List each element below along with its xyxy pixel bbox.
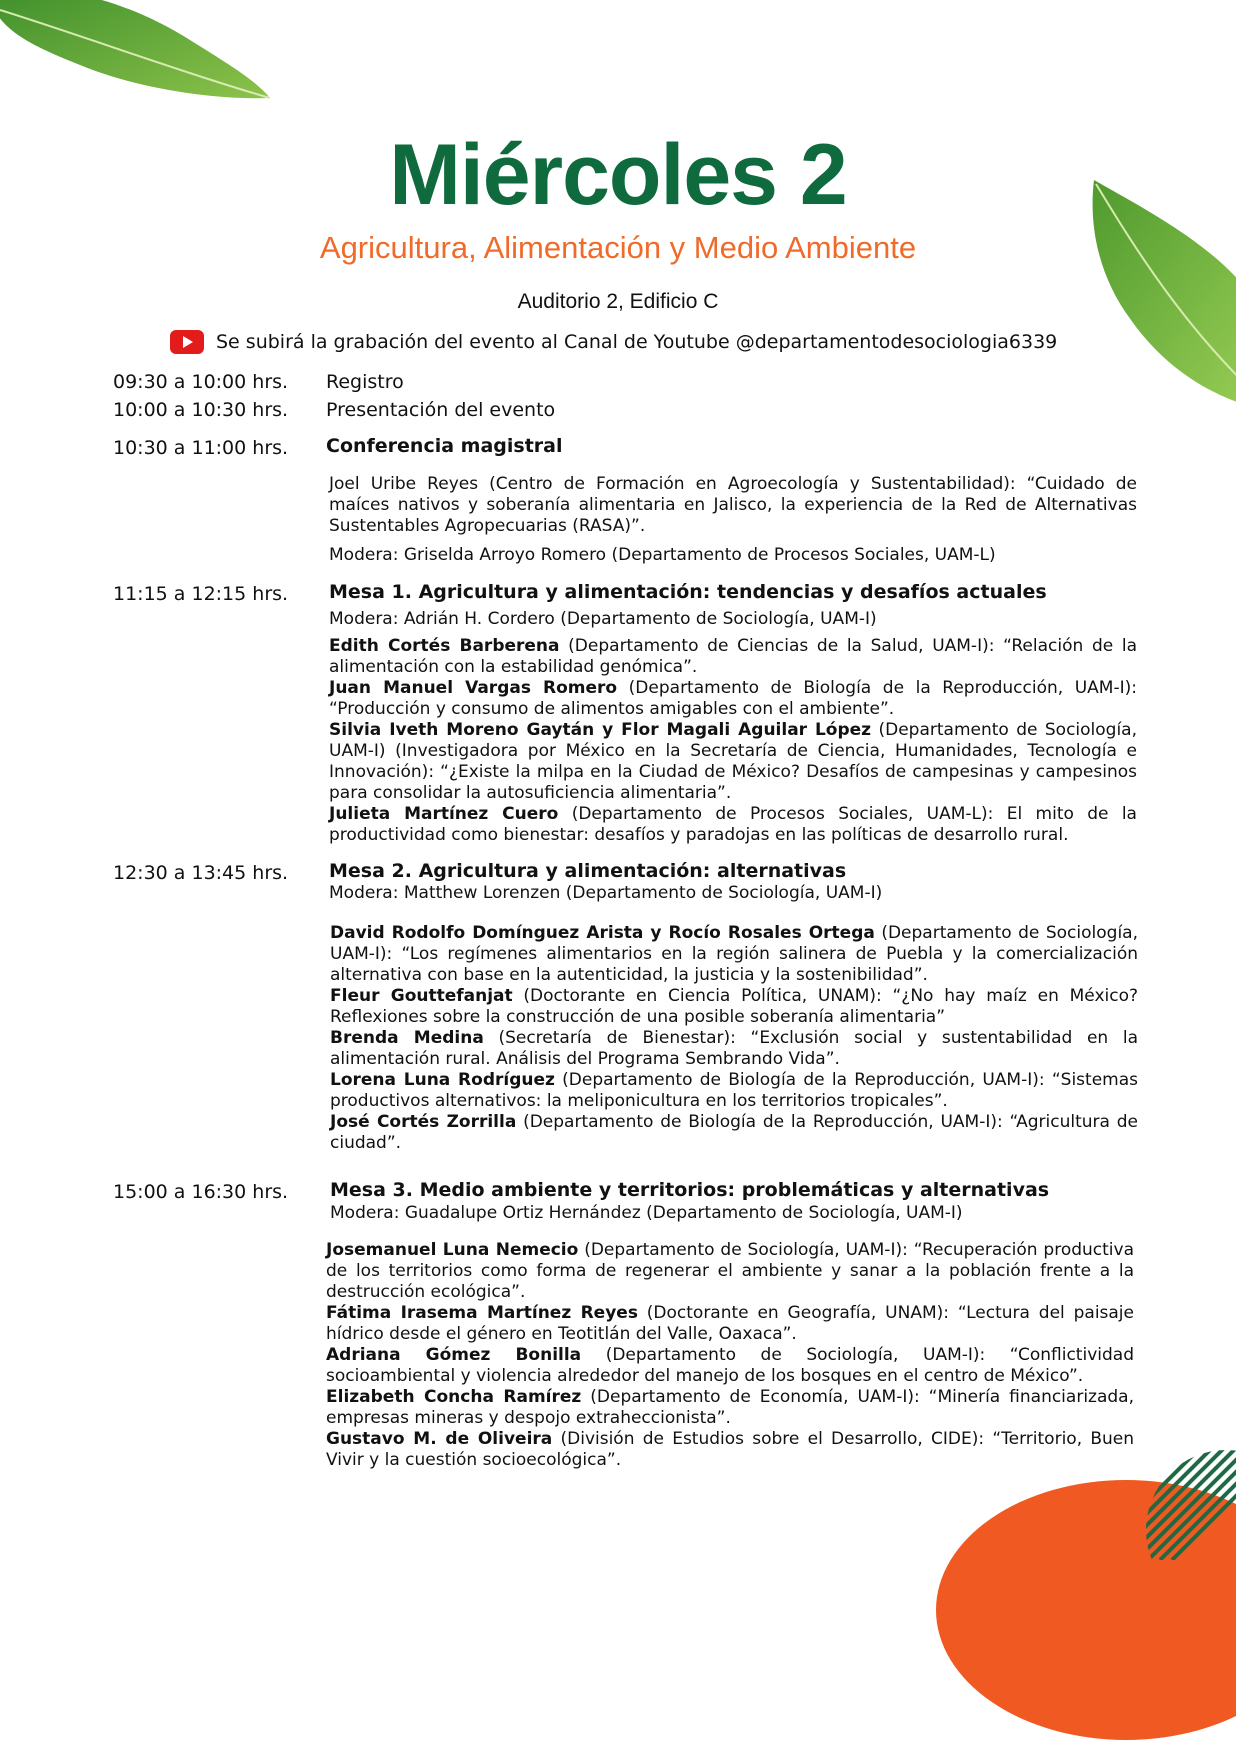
speaker-entry [326,1429,1134,1471]
time-presentacion: 10:00 a 10:30 hrs. [113,399,289,421]
speaker-name: Silvia Iveth Moreno Gaytán y Flor Magali Aguilar López [329,720,872,740]
leaf-icon [0,0,290,140]
speaker-entry [329,678,1137,720]
speaker-name: Adriana Gómez Bonilla [326,1345,582,1365]
speaker-entry [330,1112,1138,1154]
youtube-note [170,330,1057,354]
speaker-detail: (Departamento de Economía, UAM-I): “Minería financiarizada, empresas mineras y despojo extraheccionista”. [326,1387,1134,1428]
speaker-name: Juan Manuel Vargas Romero [329,678,618,698]
speaker-name: José Cortés Zorrilla [330,1112,517,1132]
speaker-detail: (Departamento de Ciencias de la Salud, UAM-I): “Relación de la alimentación con la estabilidad genómica”. [329,636,1137,677]
speaker-name: Edith Cortés Barberena [329,636,560,656]
time-registro: 09:30 a 10:00 hrs. [113,371,289,393]
speaker-entry [330,1070,1138,1112]
time-mesa3: 15:00 a 16:30 hrs. [113,1181,289,1203]
time-mesa1: 11:15 a 12:15 hrs. [113,583,289,605]
speaker-name: Gustavo M. de Oliveira [326,1429,553,1449]
page-title: Miércoles 2 [389,127,847,223]
speaker-entry [330,986,1138,1028]
speaker-name: Fleur Gouttefanjat [330,986,513,1006]
heading-conferencia: Conferencia magistral [326,435,563,457]
conferencia-text: Joel Uribe Reyes (Centro de Formación en Agroecología y Sustentabilidad): “Cuidado de maíces nativos y soberanía alimentaria en Jalisco, la experiencia de la Red de Alternativas Sustentables Agropecuarias (RASA)”. [329,474,1137,536]
speaker-detail: (Departamento de Sociología, UAM-I): “Los regímenes alimentarios en la región salinera de Puebla y la comercialización alternativa con base en la autenticidad, la justicia y la sostenibilidad”. [330,923,1138,985]
speaker-detail: (Departamento de Sociología, UAM-I): “Conflictividad socioambiental y violencia alrededor del manejo de los bosques en el centro de México”. [326,1345,1134,1386]
decorative-stripes [1136,1440,1236,1560]
page-subtitle: Agricultura, Alimentación y Medio Ambiente [319,230,917,265]
time-conferencia: 10:30 a 11:00 hrs. [113,437,289,459]
speaker-name: Brenda Medina [330,1028,484,1048]
speaker-detail: (Doctorante en Geografía, UNAM): “Lectura del paisaje hídrico desde el género en Teotitlán del Valle, Oaxaca”. [326,1303,1134,1344]
heading-mesa2: Mesa 2. Agricultura y alimentación: alternativas [329,860,847,882]
time-mesa2: 12:30 a 13:45 hrs. [113,862,289,884]
heading-mesa1: Mesa 1. Agricultura y alimentación: tendencias y desafíos actuales [329,581,1047,603]
speaker-detail: (Departamento de Sociología, UAM-I) (Investigadora por México en la Secretaría de Ciencia, Humanidades, Tecnología e Innovación): “¿Existe la milpa en la Ciudad de México? Desafíos de campesinas y campesinos para consolidar la autosuficiencia alimentaria”. [329,720,1137,803]
speaker-name: David Rodolfo Domínguez Arista y Rocío Rosales Ortega [330,923,875,943]
speaker-detail: (División de Estudios sobre el Desarrollo, CIDE): “Territorio, Buen Vivir y la cuestión socioecológica”. [326,1429,1135,1470]
speaker-name: Julieta Martínez Cuero [329,804,559,824]
speaker-detail: (Departamento de Biología de la Reproducción, UAM-I): “Sistemas productivos alternativos: la meliponicultura en los territorios tropicales”. [330,1070,1139,1111]
speaker-detail: (Departamento de Procesos Sociales, UAM-L): El mito de la productividad como bienestar: desafíos y paradojas en las políticas de desarrollo rural. [329,804,1137,845]
label-registro: Registro [326,371,404,393]
mesa2-moderator: Modera: Matthew Lorenzen (Departamento de Sociología, UAM-I) [329,883,883,903]
speaker-name: Lorena Luna Rodríguez [330,1070,555,1090]
speaker-detail: (Departamento de Biología de la Reproducción, UAM-I): “Producción y consumo de alimentos amigables con el ambiente”. [329,678,1137,719]
venue-label: Auditorio 2, Edificio C [517,290,719,313]
speaker-name: Elizabeth Concha Ramírez [326,1387,582,1407]
speaker-entry [326,1303,1134,1345]
youtube-icon [170,330,204,354]
speaker-name: Josemanuel Luna Nemecio [326,1240,579,1260]
speaker-entry [326,1387,1134,1429]
label-presentacion: Presentación del evento [326,399,556,421]
mesa3-entries [326,1240,1134,1471]
mesa3-moderator: Modera: Guadalupe Ortiz Hernández (Departamento de Sociología, UAM-I) [330,1203,963,1223]
speaker-entry [330,923,1138,986]
speaker-name: Fátima Irasema Martínez Reyes [326,1303,638,1323]
mesa1-moderator: Modera: Adrián H. Cordero (Departamento de Sociología, UAM-I) [329,609,877,629]
speaker-entry [326,1345,1134,1387]
speaker-entry [329,636,1137,678]
speaker-detail: (Departamento de Biología de la Reproducción, UAM-I): “Agricultura de ciudad”. [330,1112,1138,1153]
speaker-entry [326,1240,1134,1303]
mesa1-entries [329,636,1137,846]
speaker-entry [329,720,1137,804]
youtube-note-text: Se subirá la grabación del evento al Canal de Youtube @departamentodesociologia6339 [216,331,1058,353]
speaker-entry [329,804,1137,846]
mesa2-entries [330,923,1138,1154]
speaker-detail: (Secretaría de Bienestar): “Exclusión social y sustentabilidad en la alimentación rural. Análisis del Programa Sembrando Vida”. [330,1028,1138,1069]
speaker-detail: (Departamento de Sociología, UAM-I): “Recuperación productiva de los territorios como forma de regenerar el ambiente y sanar a la población frente a la destrucción ecológica”. [326,1240,1134,1302]
conferencia-moderator: Modera: Griselda Arroyo Romero (Departamento de Procesos Sociales, UAM-L) [329,545,996,565]
speaker-entry [330,1028,1138,1070]
heading-mesa3: Mesa 3. Medio ambiente y territorios: problemáticas y alternativas [330,1179,1050,1201]
speaker-detail: (Doctorante en Ciencia Política, UNAM): “¿No hay maíz en México? Reflexiones sobre la construcción de una posible soberanía alimentaria” [330,986,1138,1027]
